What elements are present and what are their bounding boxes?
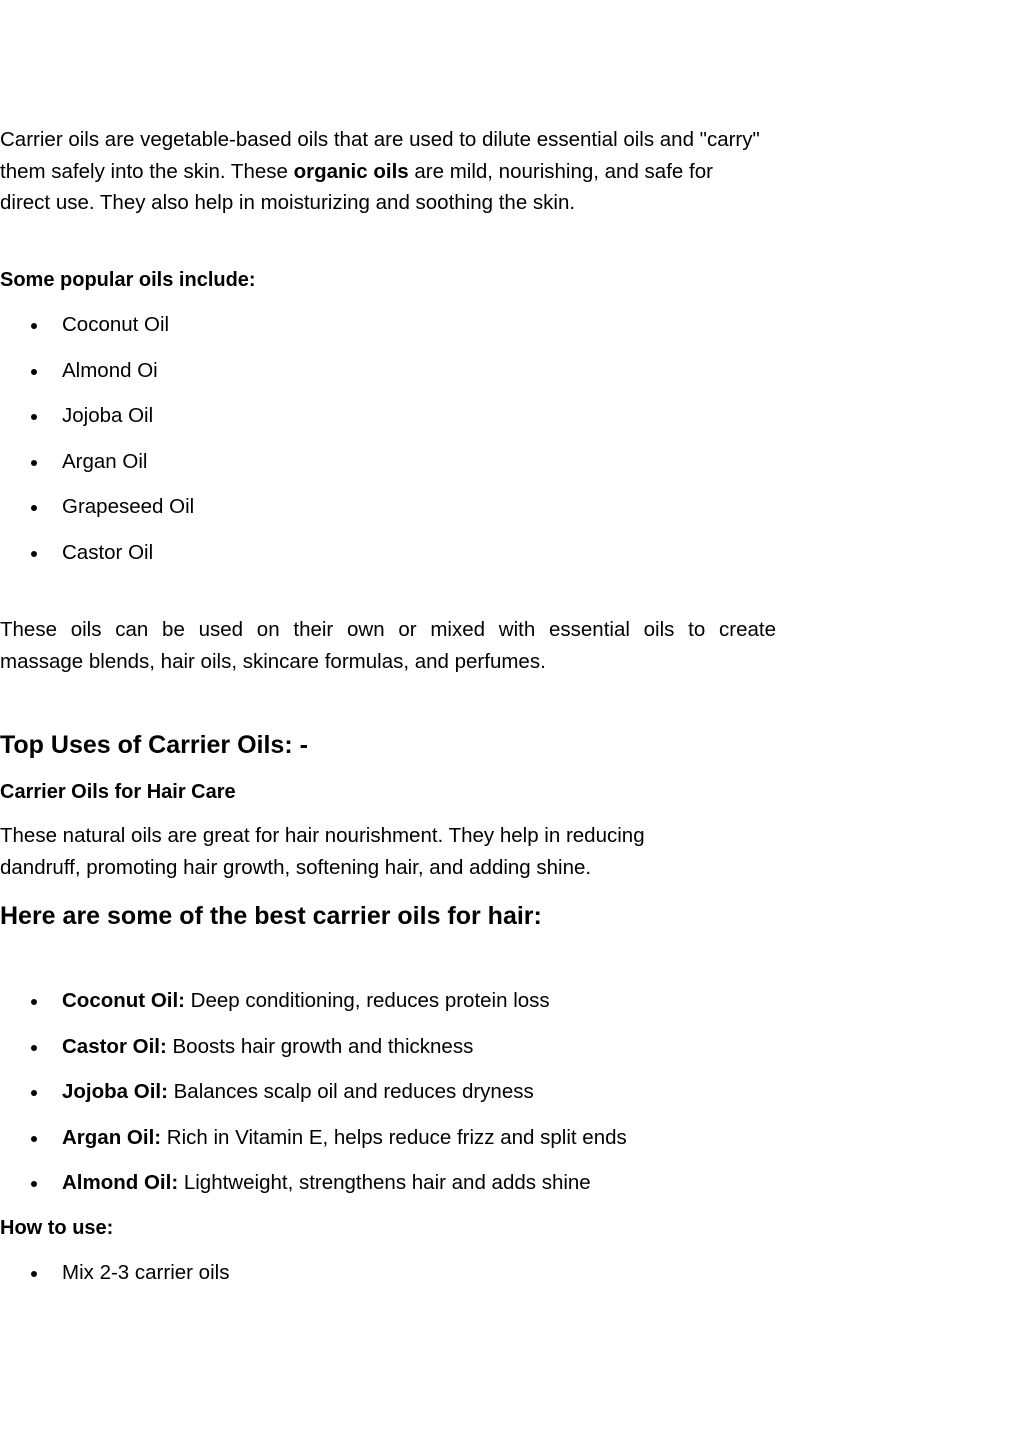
best-hair-oils-list: [0, 987, 776, 1197]
bullet-icon: [31, 1271, 37, 1277]
popular-oils-section: [0, 266, 776, 584]
list-item-text: Jojoba Oil: [62, 404, 154, 427]
intro-text-part1: Carrier oils are vegetable-based oils that are used to dilute essential oils and "carry" them safely into the skin. These: [0, 128, 760, 183]
list-item-text: Grapeseed Oil: [62, 495, 195, 518]
bullet-icon: [31, 369, 37, 375]
list-item: [0, 1033, 776, 1061]
best-hair-oils-section: [0, 900, 776, 1215]
list-item: [0, 539, 776, 567]
list-item: [0, 311, 776, 339]
oil-description: Rich in Vitamin E, helps reduce frizz and split ends: [161, 1125, 627, 1149]
bullet-icon: [31, 1045, 37, 1051]
hair-care-subheading: Carrier Oils for Hair Care: [0, 781, 236, 803]
oil-name: Castor Oil:: [62, 1034, 167, 1058]
bullet-icon: [31, 460, 37, 466]
list-item: [0, 1169, 776, 1197]
bullet-icon: [31, 999, 37, 1005]
popular-oils-heading: Some popular oils include:: [0, 269, 256, 291]
list-item: [0, 357, 776, 385]
oil-name: Almond Oil:: [62, 1171, 179, 1194]
oil-description: Deep conditioning, reduces protein loss: [184, 989, 550, 1012]
intro-section: [0, 124, 776, 219]
how-to-use-heading: How to use:: [0, 1217, 114, 1239]
bullet-icon: [31, 1136, 37, 1142]
bullet-icon: [31, 323, 37, 329]
list-item: [0, 448, 776, 476]
list-item: [0, 1124, 776, 1152]
list-item: [0, 1078, 776, 1106]
how-to-use-list: [0, 1259, 776, 1287]
oil-description: Boosts hair growth and thickness: [166, 1034, 474, 1058]
list-item: [0, 402, 776, 430]
hair-care-paragraph: These natural oils are great for hair nourishment. They help in reducing dandruff, promoting hair growth, softening hair, and adding shine.: [0, 824, 645, 879]
top-uses-heading: Top Uses of Carrier Oils: -: [0, 731, 308, 759]
list-item-text: Coconut Oil: [62, 313, 170, 336]
oil-name: Coconut Oil:: [62, 989, 185, 1012]
bullet-icon: [31, 551, 37, 557]
bullet-icon: [31, 414, 37, 420]
usage-section: [0, 614, 776, 677]
oil-name: Argan Oil:: [62, 1125, 162, 1149]
how-to-use-section: [0, 1214, 776, 1305]
bullet-icon: [31, 1181, 37, 1187]
bullet-icon: [31, 505, 37, 511]
list-item: [0, 493, 776, 521]
bullet-icon: [31, 1090, 37, 1096]
oil-name: Jojoba Oil:: [62, 1080, 168, 1103]
usage-paragraph-line1: These oils can be used on their own or mixed with essential oils to create: [0, 618, 776, 641]
oil-description: Balances scalp oil and reduces dryness: [167, 1080, 534, 1103]
intro-paragraph: [0, 124, 760, 219]
list-item: [0, 987, 776, 1015]
intro-bold-text: organic oils: [293, 159, 409, 183]
list-item: [0, 1259, 776, 1287]
list-item-text: Mix 2-3 carrier oils: [62, 1261, 230, 1284]
usage-paragraph-line2: massage blends, hair oils, skincare formulas, and perfumes.: [0, 649, 546, 673]
list-item-text: Argan Oil: [62, 449, 148, 473]
top-uses-section: [0, 729, 776, 883]
intro-text-part2: are mild, nourishing, and safe for direct use. They also help in moisturizing and soothing the skin.: [0, 159, 713, 214]
list-item-text: Castor Oil: [62, 540, 154, 564]
best-hair-oils-heading: Here are some of the best carrier oils for hair:: [0, 902, 542, 930]
popular-oils-list: [0, 311, 776, 567]
oil-description: Lightweight, strengthens hair and adds shine: [178, 1171, 591, 1194]
list-item-text: Almond Oi: [62, 358, 158, 382]
